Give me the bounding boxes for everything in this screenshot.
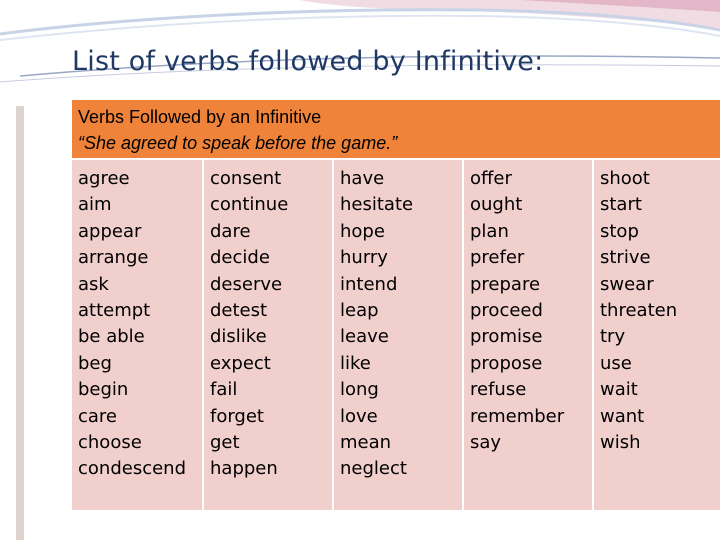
verb-item: forget xyxy=(210,405,264,427)
verb-item: offer xyxy=(470,168,512,189)
verb-item: fail xyxy=(210,379,238,401)
verb-item: wish xyxy=(600,432,641,454)
verb-item: care xyxy=(78,405,118,427)
verb-column-5 xyxy=(592,160,720,510)
verb-item: stop xyxy=(600,220,639,242)
table-header-title: Verbs Followed by an Infinitive xyxy=(78,107,322,127)
verb-item: dislike xyxy=(210,326,267,348)
verb-item: ask xyxy=(78,273,109,295)
verb-item: leap xyxy=(340,300,379,322)
verb-item: say xyxy=(470,432,502,454)
verb-item: deserve xyxy=(210,273,283,295)
verb-item: attempt xyxy=(78,300,151,322)
verb-item: be able xyxy=(78,326,145,348)
verb-item: beg xyxy=(78,352,112,374)
verb-column-4 xyxy=(462,160,591,510)
verb-item: dare xyxy=(210,220,251,242)
verb-item: shoot xyxy=(600,168,650,189)
left-decorative-rail xyxy=(16,106,24,540)
slide-title: List of verbs followed by Infinitive: xyxy=(72,46,544,77)
verb-item: prepare xyxy=(470,273,541,295)
verb-item: love xyxy=(340,405,378,427)
verb-item: swear xyxy=(600,273,654,295)
verb-item: continue xyxy=(210,194,289,216)
verb-item: use xyxy=(600,352,632,374)
verb-column-2 xyxy=(202,160,331,510)
verb-item: long xyxy=(340,379,379,401)
verb-column-1 xyxy=(72,160,201,510)
verb-item: propose xyxy=(470,352,543,374)
verb-item: intend xyxy=(340,273,398,295)
verb-column-3 xyxy=(332,160,461,510)
verb-item: aim xyxy=(78,194,112,216)
verb-item: strive xyxy=(600,247,651,269)
verb-item: try xyxy=(600,326,626,348)
verb-item: prefer xyxy=(470,247,525,269)
verb-item: consent xyxy=(210,168,282,189)
verb-item: start xyxy=(600,194,642,216)
verb-item: condescend xyxy=(78,458,186,480)
verb-item: hurry xyxy=(340,247,388,269)
verbs-table xyxy=(72,100,720,510)
verb-item: promise xyxy=(470,326,543,348)
verb-item: mean xyxy=(340,432,392,454)
verb-item: wait xyxy=(600,379,638,401)
verb-item: threaten xyxy=(600,300,678,322)
verb-item: proceed xyxy=(470,300,543,322)
verb-item: ought xyxy=(470,194,523,216)
verb-item: detest xyxy=(210,300,268,322)
verb-item: get xyxy=(210,432,240,454)
verb-item: plan xyxy=(470,220,509,242)
verb-item: happen xyxy=(210,458,278,480)
verb-item: arrange xyxy=(78,247,149,269)
verb-item: neglect xyxy=(340,458,407,480)
table-header-example: “She agreed to speak before the game.” xyxy=(78,133,398,153)
verb-item: begin xyxy=(78,379,129,401)
verb-item: decide xyxy=(210,247,270,269)
verb-item: hope xyxy=(340,220,385,242)
verb-item: like xyxy=(340,352,371,374)
verb-item: expect xyxy=(210,352,271,374)
table-header xyxy=(72,100,720,160)
verb-item: remember xyxy=(470,405,565,427)
verb-item: agree xyxy=(78,168,130,189)
verb-item: refuse xyxy=(470,379,527,401)
verb-item: leave xyxy=(340,326,389,348)
verb-item: have xyxy=(340,168,385,189)
verb-item: appear xyxy=(78,220,142,242)
verb-item: hesitate xyxy=(340,194,414,216)
verb-item: want xyxy=(600,405,645,427)
verb-item: choose xyxy=(78,432,142,454)
